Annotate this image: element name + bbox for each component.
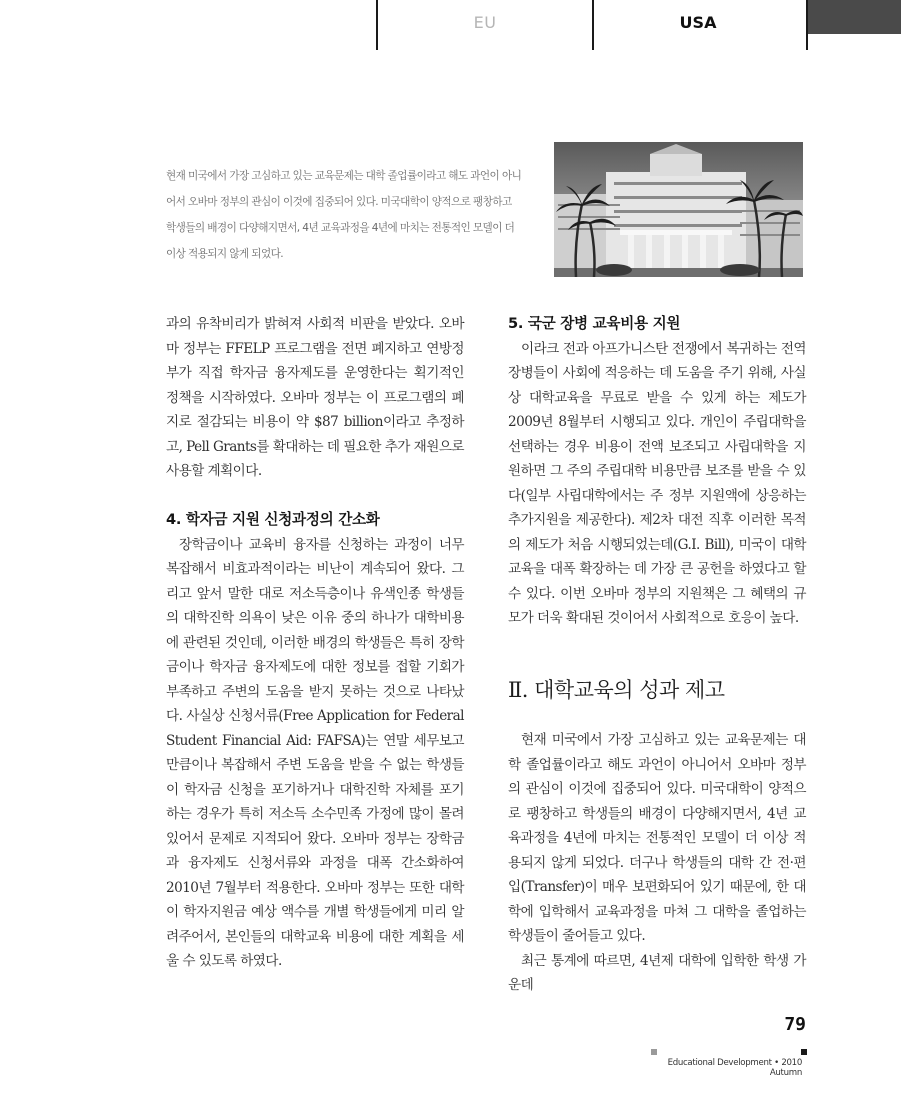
section-heading-4: 4. 학자금 지원 신청과정의 간소화	[166, 511, 380, 528]
left-column	[166, 312, 464, 974]
right-column-lower	[508, 728, 806, 998]
right-paragraph-2: 현재 미국에서 가장 고심하고 있는 교육문제는 대학 졸업률이라고 해도 과언이 아니어서 오바마 정부의 관심이 이것에 집중되어 있다. 미국대학이 양적으로 팽창하고 학생들의 배경이 다양해지면서, 4년 교육과정을 4년에 마치는 전통적인 모델이 더 이상 적용되지 않게 되었다. 더구나 학생들의 대학 간 전·편입(Transfer)이 매우 보편화되어 있기 때문에, 한 대학에 입학해서 교육과정을 마쳐 그 대학을 졸업하는 학생들이 줄어들고 있다.	[508, 732, 806, 944]
tab-eu[interactable]: EU	[473, 13, 497, 32]
footer-square-gray	[651, 1049, 657, 1055]
tab-usa[interactable]: USA	[679, 13, 717, 32]
intro-summary: 현재 미국에서 가장 고심하고 있는 교육문제는 대학 졸업률이라고 해도 과언이 아니어서 오바마 정부의 관심이 이것에 집중되어 있다. 미국대학이 양적으로 팽창하고 학생들의 배경이 다양해지면서, 4년 교육과정을 4년에 마치는 전통적인 모델이 더 이상 적용되지 않게 되었다.	[166, 170, 522, 260]
footer-publication: Educational Development • 2010 Autumn	[667, 1058, 802, 1078]
header-divider-left	[376, 0, 378, 50]
left-paragraph-2: 장학금이나 교육비 융자를 신청하는 과정이 너무 복잡해서 비효과적이라는 비난이 계속되어 왔다. 그리고 앞서 말한 대로 저소득층이나 유색인종 학생들의 대학진학 의욕이 낮은 이유 중의 하나가 대학비용에 관련된 것인데, 이러한 배경의 학생들은 특히 장학금이나 학자금 융자제도에 대한 정보를 접할 기회가 부족하고 주변의 도움을 받지 못하는 것으로 나타났다. 사실상 신청서류(Free Application for Federal Student Financial Aid: FAFSA)는 연말 세무보고 만큼이나 복잡해서 주변 도움을 받을 수 없는 학생들이 학자금 신청을 포기하거나 대학진학 자체를 포기하는 경우가 특히 저소득 소수민족 가정에 많이 몰려 있어서 문제로 지적되어 왔다. 오바마 정부는 장학금과 융자제도 신청서류와 과정을 대폭 간소화하여 2010년 7월부터 적용한다. 오바마 정부는 또한 대학이 학자지원금 예상 액수를 개별 학생들에게 미리 알려주어서, 본인들의 대학교육 비용에 대한 계획을 세울 수 있도록 하였다.	[166, 536, 464, 969]
left-paragraph-1: 과의 유착비리가 밝혀져 사회적 비판을 받았다. 오바마 정부는 FFELP 프로그램을 전면 폐지하고 연방정부가 직접 학자금 융자제도를 운영한다는 획기적인 정책을 시작하였다. 오바마 정부는 이 프로그램의 폐지로 절감되는 비용이 약 $87 billion이라고 추정하고, Pell Grants를 확대하는 데 필요한 추가 재원으로 사용할 계획이다.	[166, 316, 464, 479]
right-paragraph-1: 이라크 전과 아프가니스탄 전쟁에서 복귀하는 전역 장병들이 사회에 적응하는 데 도움을 주기 위해, 사실상 대학교육을 무료로 받을 수 있게 하는 제도가 2009년 8월부터 시행되고 있다. 개인이 주립대학을 선택하는 경우 비용이 전액 보조되고 사립대학을 지원하면 그 주의 주립대학 비용만큼 보조를 받을 수 있다(일부 사립대학에서는 주 정부 지원액에 상응하는 추가지원을 제공한다). 제2차 대전 직후 이러한 목적의 제도가 처음 시행되었는데(G.I. Bill), 미국이 대학교육을 대폭 확장하는 데 가장 큰 공헌을 하였다고 할 수 있다. 이번 오바마 정부의 지원책은 그 혜택의 규모가 더욱 확대된 것이어서 사회적으로 호응이 높다.	[508, 340, 806, 626]
right-column	[508, 312, 806, 631]
header-corner-block	[808, 0, 901, 34]
hotel-photo	[554, 142, 803, 277]
right-paragraph-3: 최근 통계에 따르면, 4년제 대학에 입학한 학생 가운데	[508, 952, 806, 993]
header-divider-middle	[592, 0, 594, 50]
footer-square-black	[801, 1049, 807, 1055]
section-heading-5: 5. 국군 장병 교육비용 지원	[508, 315, 681, 332]
page-number: 79	[784, 1014, 806, 1035]
chapter-title: Ⅱ. 대학교육의 성과 제고	[508, 678, 725, 702]
